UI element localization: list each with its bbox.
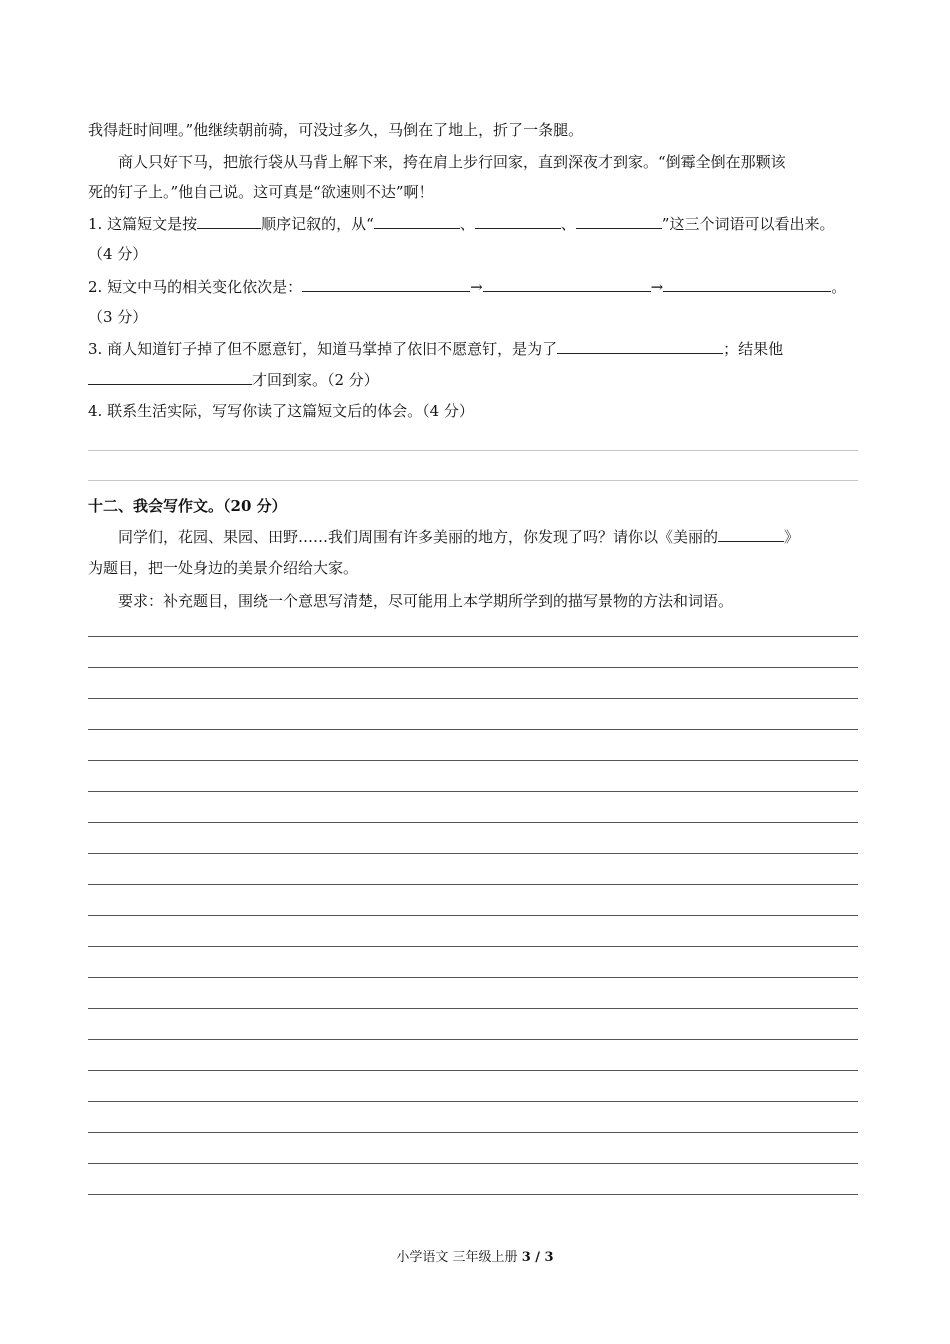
q1-blank-order[interactable]	[197, 212, 261, 229]
q1-score: （4 分）	[88, 245, 148, 263]
writing-line[interactable]	[88, 1101, 858, 1102]
footer-subject: 小学语文 三年级上册	[396, 1250, 518, 1265]
q2-blank-3[interactable]	[663, 275, 831, 292]
prompt-text-b: 》	[784, 528, 800, 546]
answer-line[interactable]	[88, 480, 858, 481]
passage-line-3: 死的钉子上。”他自己说。这可真是“欲速则不达”啊！	[88, 183, 434, 201]
q2-text-a: 2. 短文中马的相关变化依次是：	[88, 278, 303, 296]
q1-text-e: ”这三个词语可以看出来。	[661, 215, 835, 233]
writing-line[interactable]	[88, 698, 858, 699]
q3-blank-purpose[interactable]	[557, 337, 723, 354]
passage-line-1: 我得赶时间哩。”他继续朝前骑，可没过多久，马倒在了地上，折了一条腿。	[88, 121, 584, 139]
arrow-icon: →	[470, 278, 483, 296]
writing-line[interactable]	[88, 1008, 858, 1009]
q2-blank-1[interactable]	[302, 275, 470, 292]
composition-prompt-line-1	[88, 522, 863, 553]
writing-line[interactable]	[88, 822, 858, 823]
question-4: 4. 联系生活实际，写写你读了这篇短文后的体会。（4 分）	[88, 402, 474, 420]
writing-line[interactable]	[88, 1194, 858, 1195]
question-2	[88, 272, 863, 303]
answer-line[interactable]	[88, 450, 858, 451]
q1-text-a: 1. 这篇短文是按	[88, 215, 198, 233]
q3-blank-result[interactable]	[88, 368, 252, 385]
writing-line[interactable]	[88, 667, 858, 668]
page-footer	[0, 1246, 950, 1265]
writing-line[interactable]	[88, 729, 858, 730]
q3-text-b: ；结果他	[723, 340, 784, 358]
writing-line[interactable]	[88, 636, 858, 637]
composition-prompt-line-2: 为题目，把一处身边的美景介绍给大家。	[88, 559, 359, 577]
title-blank[interactable]	[718, 525, 784, 542]
q1-text-d: 、	[560, 215, 576, 233]
q2-blank-2[interactable]	[483, 275, 651, 292]
q1-blank-word-2[interactable]	[475, 212, 561, 229]
writing-line[interactable]	[88, 760, 858, 761]
writing-line[interactable]	[88, 977, 858, 978]
composition-title: 十二、我会写作文。（20 分）	[88, 497, 287, 515]
writing-line[interactable]	[88, 915, 858, 916]
q3-text-a: 3. 商人知道钉子掉了但不愿意钉，知道马掌掉了依旧不愿意钉，是为了	[88, 340, 558, 358]
writing-line[interactable]	[88, 791, 858, 792]
arrow-icon: →	[650, 278, 664, 296]
q2-score: （3 分）	[88, 308, 148, 326]
passage-line-2: 商人只好下马，把旅行袋从马背上解下来，挎在肩上步行回家，直到深夜才到家。“倒霉全倒在那颗该	[118, 153, 786, 171]
writing-line[interactable]	[88, 946, 858, 947]
prompt-text-a: 同学们，花园、果园、田野……我们周围有许多美丽的地方，你发现了吗？请你以《美丽的	[118, 528, 719, 546]
writing-line[interactable]	[88, 1163, 858, 1164]
writing-line[interactable]	[88, 1039, 858, 1040]
q1-text-c: 、	[459, 215, 475, 233]
writing-line[interactable]	[88, 884, 858, 885]
q3-text-c: 才回到家。（2 分）	[252, 371, 379, 389]
writing-line[interactable]	[88, 1070, 858, 1071]
q1-blank-word-3[interactable]	[576, 212, 662, 229]
footer-page-number: 3 / 3	[521, 1250, 554, 1265]
q2-end: 。	[831, 278, 847, 296]
q1-text-b: 顺序记叙的，从“	[261, 215, 374, 233]
writing-line[interactable]	[88, 853, 858, 854]
composition-requirement: 要求：补充题目，围绕一个意思写清楚，尽可能用上本学期所学到的描写景物的方法和词语。	[118, 592, 734, 610]
question-3-line-1	[88, 334, 863, 365]
writing-line[interactable]	[88, 1132, 858, 1133]
question-3-line-2	[88, 365, 863, 396]
question-1	[88, 209, 863, 240]
q1-blank-word-1[interactable]	[374, 212, 460, 229]
